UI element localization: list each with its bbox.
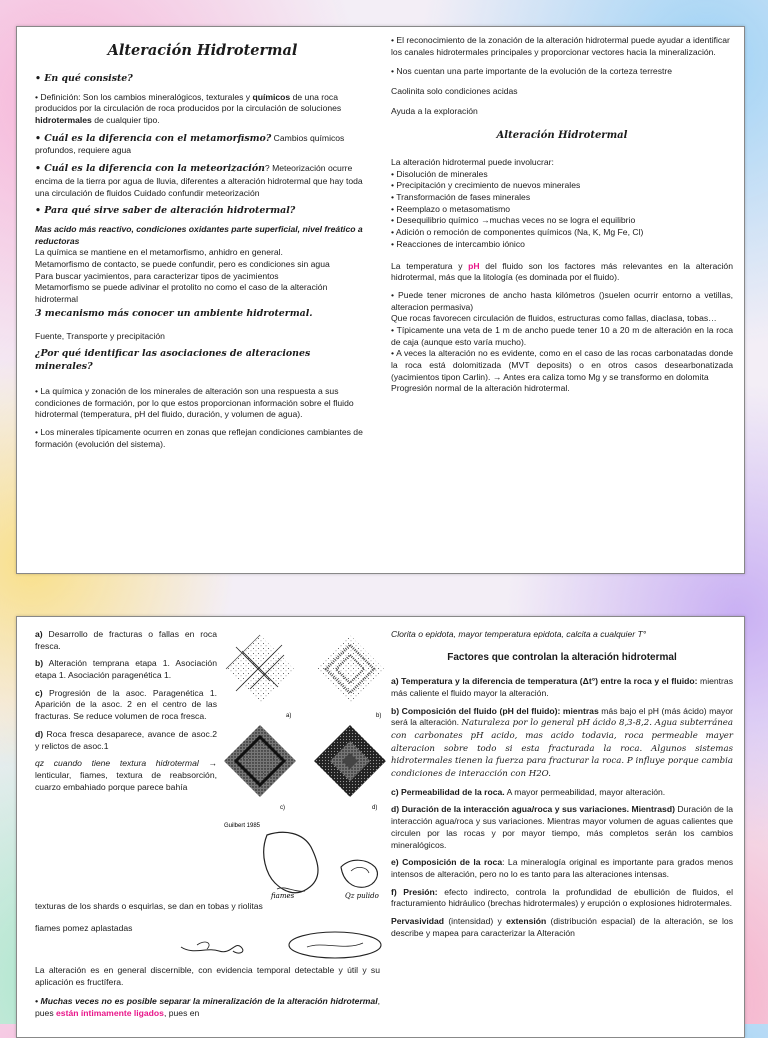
section-subtitle: Alteración Hidrotermal — [496, 130, 628, 142]
list-item: • Disolución de minerales — [391, 168, 488, 179]
stage-d-diagram — [314, 725, 386, 797]
bold-italic-note: Mas acido más reactivo, condiciones oxidantes parte superficial, nivel freático a reductoras — [35, 223, 363, 246]
factor-b: b) Composición del fluido (pH del fluido): mientras más bajo el pH (más ácido) mayor será la alteración. Naturaleza por lo general pH ácido 8,3-8,2. Agua subterránea con carbonates pH acido, mas acido todavia, roca permeable mayer alteracion sobre todo si esta fracturada la roca. Algunos sistemas hidrotermales tienen la fuerza para fracturar la roca. P influye porque cambia condiciones de interacción con H2O. — [391, 705, 734, 780]
fig-label-d: d) — [372, 805, 378, 811]
quartz-sketch — [245, 827, 395, 902]
quartz-sketch-label: Qz pulido — [345, 892, 379, 900]
page2-left-bottom — [35, 965, 380, 1026]
pervasiveness-note: Pervasividad (intensidad) y extensión (distribución espacial) de la alteración, se los describe y mapea para caracterizar la Alteración — [391, 915, 733, 938]
page1-left-column — [35, 31, 370, 456]
factor-d: d) Duración de la interacción agua/roca y sus variaciones. Mientrasd) Duración de la interacción agua/roca y sus variaciones. Mientras mayor volumen de aguas calientes que circulen por las rocas y por mayor tiempo, más completos serán los cambios mineralógicos. — [391, 804, 733, 850]
width-bullet: • Puede tener micrones de ancho hasta kilómetros ()suelen ocurrir entorno a vetillas, alteracion permasiva) — [391, 289, 733, 312]
factor-e: e) Composición de la roca: La mineralogía original es importante para grados menos intensos de alteración, pero no lo es tanto para las alteraciones intensas. — [391, 857, 733, 879]
stage-b-diagram — [316, 635, 384, 703]
question-metamorphism: • Cuál es la diferencia con el metamorfismo? Cambios químicos profundos, requiere agua — [35, 132, 345, 156]
page2-right-column — [391, 629, 733, 945]
bullet-zones: • Los minerales típicamente ocurren en zonas que reflejan condiciones cambiantes de formación (evolución del sistema). — [35, 426, 363, 449]
progression-note: Progresión normal de la alteración hidrotermal. — [391, 383, 570, 394]
mechanisms-answer: Fuente, Transporte y precipitación — [35, 330, 165, 341]
factors-title: Factores que controlan la alteración hidrotermal — [447, 651, 677, 663]
notes-line-4: Metamorfismo se puede adivinar el protolito no como el caso de la alteración hidrotermal — [35, 282, 328, 305]
definition: • Definición: Son los cambios mineralógicos, texturales y químicos de una roca producidos por la circulación de roca producidos por la circulación de soluciones hidrotermales de cualquier tipo. — [35, 91, 342, 125]
list-item: • Reemplazo o metasomatismo — [391, 203, 511, 214]
vein-bullet: • Típicamente una veta de 1 m de ancho puede tener 10 a 20 m de alteración en la roca de caja (aunque esto varía mucho). — [391, 324, 733, 347]
zonation-bullet: • El reconocimiento de la zonación de la alteración hidrotermal puede ayudar a identificar los canales hidrotermales principales y proporcionar vectores hacia la mineralización. — [391, 35, 730, 57]
factor-a: a) Temperatura y la diferencia de temperatura (Δt°) entre la roca y el fluido: mientras más caliente el fluido mayor la alteración. — [391, 676, 733, 698]
question-associations: ¿Por qué identificar las asociaciones de alteraciones minerales? — [35, 348, 311, 373]
fig-label-a: a) — [286, 713, 292, 719]
step-d: d) Roca fresca desaparece, avance de asoc.2 y relictos de asoc.1 — [35, 728, 217, 751]
pumice-note: fiames pomez aplastadas — [35, 922, 133, 933]
carbonate-bullet: • A veces la alteración no es evidente, como en el caso de las rocas carbonatadas donde la roca está dolomitizada (MVT deposits) o en otros casos desearbonatizada (yacimientos tipon Carlin). → Antes era caliza tomo Mg y se transformo en dolomita — [391, 348, 733, 382]
page-2 — [16, 616, 745, 1038]
notes-line-3: Para buscar yacimientos, para caracterizar tipos de yacimientos — [35, 270, 279, 281]
notes-line-2: Metamorfismo de contacto, se puede confundir, pero es condiciones sin agua — [35, 259, 330, 270]
involve-intro: La alteración hidrotermal puede involucrar: — [391, 157, 554, 168]
shards-note: texturas de los shards o esquirlas, se dan en tobas y riolitas — [35, 901, 263, 911]
bullet-chemistry: • La química y zonación de los minerales de alteración son una respuesta a sus condiciones de formación, por lo que estos proporcionan información sobre el fluido hidrotermal (temperatura, pH del fluido, duración, y volumen de agua). — [35, 385, 354, 420]
step-a: a) Desarrollo de fracturas o fallas en roca fresca. — [35, 629, 217, 651]
step-b: b) Alteración temprana etapa 1. Asociación etapa 1. Asociación paragenética 1. — [35, 658, 217, 681]
kaolinite-note: Caolinita solo condiciones acidas — [391, 86, 518, 97]
involve-list — [391, 169, 733, 251]
figure-credit: Guilbert 1985 — [224, 823, 261, 829]
pumice-sketch — [177, 925, 387, 965]
temperature-ph-paragraph: La temperatura y pH del fluido son los factores más relevantes en la alteración hidrotermal, más que la litología (es dominada por el fluido). — [391, 260, 733, 283]
factor-c: c) Permeabilidad de la roca. A mayor permeabilidad, mayor alteración. — [391, 786, 666, 797]
page2-left-column — [35, 629, 217, 799]
list-item: • Adición o remoción de componentes químicos (Na, K, Mg Fe, Cl) — [391, 227, 644, 238]
question-weathering: • Cuál es la diferencia con la meteorización? Meteorización ocurre encima de la tierra por agua de lluvia, diferentes a alteración hidrotermal que hay toda una circulación de fluidos Cuidado confundir meteorización — [35, 163, 363, 198]
discernible-note: La alteración es en general discernible, con evidencia temporal detectable y útil y su aplicación es fructífera. — [35, 965, 380, 987]
list-item: • Reacciones de intercambio iónico — [391, 238, 525, 249]
rocks-note: Que rocas favorecen circulación de fluidos, estructuras como fallas, diaclasa, tobas… — [391, 313, 717, 324]
notes-line-1: La química se mantiene en el metamorfismo, anhidro en general. — [35, 247, 283, 258]
page1-title: Alteración Hidrotermal — [107, 42, 298, 59]
list-item: • Precipitación y crecimiento de nuevos minerales — [391, 180, 581, 191]
exploration-note: Ayuda a la exploración — [391, 105, 478, 116]
list-item: • Desequilibrio químico →muchas veces no se logra el equilibrio — [391, 215, 636, 226]
page-1 — [16, 26, 745, 574]
fig-label-c: c) — [280, 805, 285, 811]
question-what: • En qué consiste? — [35, 72, 133, 84]
crust-bullet: • Nos cuentan una parte importante de la evolución de la corteza terrestre — [391, 66, 673, 77]
quartz-note: qz cuando tiene textura hidrotermal → lenticular, fiames, textura de reabsorción, cuarzo embahiado porque parece bahía — [35, 758, 217, 792]
question-mechanisms: 3 mecanismo más conocer un ambiente hidrotermal. — [35, 307, 313, 319]
stage-c-diagram — [224, 725, 296, 797]
alteration-stages-figure — [222, 627, 392, 837]
stage-a-diagram — [226, 635, 294, 703]
mineralization-note: • Muchas veces no es posible separar la mineralización de la alteración hidrotermal, pues están íntimamente ligados, pues en — [35, 996, 380, 1019]
chlorite-note: Clorita o epidota, mayor temperatura epidota, calcita a cualquier T° — [391, 629, 647, 639]
fiames-sketch-label: fiames — [271, 892, 295, 900]
page1-right-column — [391, 35, 733, 395]
fig-label-b: b) — [376, 713, 382, 719]
question-purpose: • Para qué sirve saber de alteración hidrotermal? — [35, 205, 296, 217]
step-c: c) Progresión de la asoc. Paragenética 1. Aparición de la asoc. 2 en el centro de las fracturas. Se reduce volumen de roca fresca. — [35, 687, 217, 722]
list-item: • Transformación de fases minerales — [391, 192, 531, 203]
factor-f: f) Presión: efecto indirecto, controla la profundidad de ebullición de fluidos, el fracturamiento hidráulico (brechas hidrotermales) y erupción o explosiones hidrotermales. — [391, 886, 733, 909]
